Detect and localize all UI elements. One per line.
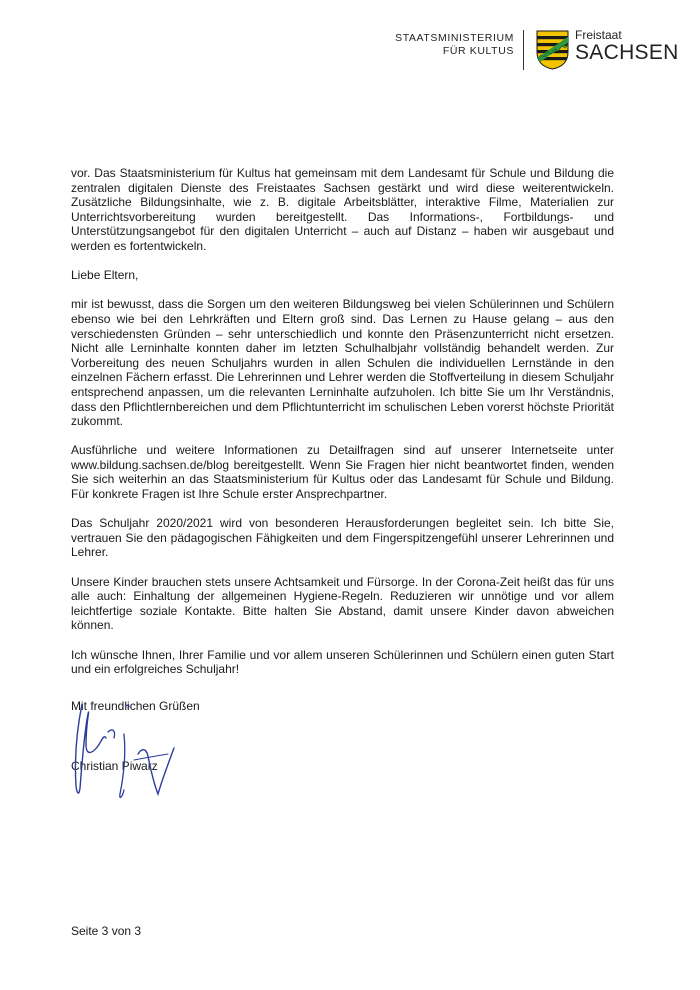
ministry-name	[395, 32, 514, 58]
salutation: Liebe Eltern,	[71, 268, 139, 283]
saxony-crest-icon	[536, 30, 569, 70]
paragraph: vor. Das Staatsministerium für Kultus hat gemeinsam mit dem Landesamt für Schule und Bildung die zentralen digitalen Dienste des Freistaates Sachsen gestärkt und wird diese weiterentwickeln. Zusätzliche Bildungsinhalte, wie z. B. digitale Arbeitsblätter, interaktive Filme, Materialien zur Unterrichtsvorbereitung wurden bereitgestellt. Das Informations-, Fortbildungs- und Unterstützungsangebot für den digitalen Unterricht – auch auf Distanz – haben wir ausgebaut und werden es fortentwickeln.	[71, 166, 614, 253]
ministry-line-2: FÜR KULTUS	[442, 45, 514, 57]
letterhead-divider	[523, 30, 524, 70]
state-prefix: Freistaat	[575, 28, 622, 42]
ministry-line-1: STAATSMINISTERIUM	[395, 32, 514, 44]
paragraph: Das Schuljahr 2020/2021 wird von besonderen Herausforderungen begleitet sein. Ich bitte Sie, vertrauen Sie den pädagogischen Fähigkeiten und dem Fingerspitzengefühl unserer Lehrerinnen und Lehrer.	[71, 516, 614, 560]
paragraph: Unsere Kinder brauchen stets unsere Achtsamkeit und Fürsorge. In der Corona-Zeit heißt das für uns alle auch: Einhaltung der allgemeinen Hygiene-Regeln. Reduzieren wir unnötige und vor allem leichtfertige soziale Kontakte. Bitte halten Sie Abstand, damit unsere Kinder davon abweichen können.	[71, 574, 614, 633]
signer-name: Christian Piwarz	[71, 759, 158, 773]
state-name	[575, 28, 679, 64]
paragraph: mir ist bewusst, dass die Sorgen um den weiteren Bildungsweg bei vielen Schülerinnen und Schülern ebenso wie bei den Lehrkräften und Eltern groß sind. Das Lernen zu Hause gelang – aus den verschiedensten Gründen – sehr unterschiedlich und konnte den Präsenzunterricht nicht ersetzen. Nicht alle Lerninhalte konnten daher im letzten Schulhalbjahr vollständig behandelt werden. Zur Vorbereitung des neuen Schuljahrs wurden in allen Schulen die individuellen Lernstände in den einzelnen Fächern erfasst. Die Lehrerinnen und Lehrer werden die Stoffverteilung in diesem Schuljahr entsprechend anpassen, um die relevanten Lerninhalte aufzuholen. Ich bitte Sie um Ihr Verständnis, dass den Pflichtlernbereichen und dem Pflichtunterricht im schulischen Leben vorerst höchste Priorität zukommt.	[71, 297, 614, 429]
signature-icon	[64, 694, 194, 804]
paragraph: Ausführliche und weitere Informationen zu Detailfragen sind auf unserer Internetseite unter www.bildung.sachsen.de/blog bereitgestellt. Wenn Sie Fragen hier nicht beantwortet finden, wenden Sie sich weiterhin an das Staatsministerium für Kultus oder das Landesamt für Schule und Bildung. Für konkrete Fragen ist Ihre Schule erster Ansprechpartner.	[71, 443, 614, 502]
paragraph: Ich wünsche Ihnen, Ihrer Familie und vor allem unseren Schülerinnen und Schülern einen guten Start und ein erfolgreiches Schuljahr!	[71, 647, 614, 677]
letter-body	[71, 166, 614, 691]
page-number: Seite 3 von 3	[71, 924, 142, 938]
letterhead	[0, 26, 700, 76]
closing: Mit freundlichen Grüßen	[71, 699, 200, 713]
state-title: SACHSEN	[575, 41, 679, 64]
